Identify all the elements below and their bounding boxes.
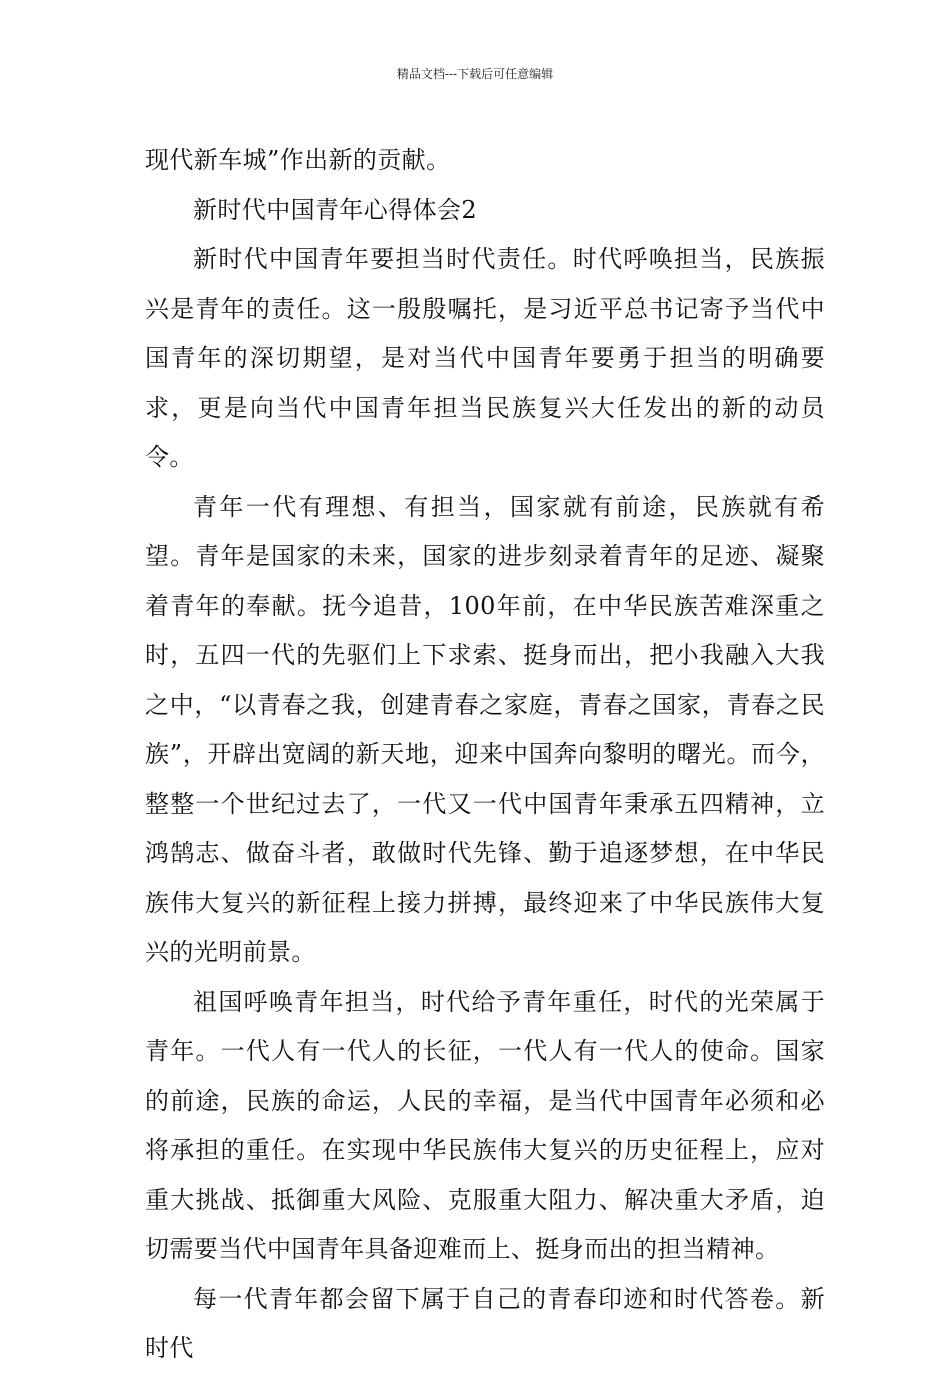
paragraph: 祖国呼唤青年担当，时代给予青年重任，时代的光荣属于青年。一代人有一代人的长征，一代人有一代人的使命。国家的前途，民族的命运，人民的幸福，是当代中国青年必须和必将承担的重任。在实现中华民族伟大复兴的历史征程上，应对重大挑战、抵御重大风险、克服重大阻力、解决重大矛盾，迫切需要当代中国青年具备迎难而上、挺身而出的担当精神。 bbox=[145, 987, 825, 1263]
page-header: 精品文档---下载后可任意编辑 bbox=[396, 67, 554, 81]
paragraph-continuation: 现代新车城”作出新的贡献。 bbox=[145, 146, 451, 174]
section-heading: 新时代中国青年心得体会2 bbox=[193, 195, 478, 224]
document-body bbox=[145, 136, 825, 1374]
paragraph: 青年一代有理想、有担当，国家就有前途，民族就有希望。青年是国家的未来，国家的进步刻录着青年的足迹、凝聚着青年的奉献。抚今追昔，100年前，在中华民族苦难深重之时，五四一代的先驱们上下求索、挺身而出，把小我融入大我之中，“以青春之我，创建青春之家庭，青春之国家，青春之民族”，开辟出宽阔的新天地，迎来中国奔向黎明的曙光。而今，整整一个世纪过去了，一代又一代中国青年秉承五四精神，立鸿鹄志、做奋斗者，敢做时代先锋、勤于追逐梦想，在中华民族伟大复兴的新征程上接力拼搏，最终迎来了中华民族伟大复兴的光明前景。 bbox=[145, 492, 825, 966]
paragraph: 新时代中国青年要担当时代责任。时代呼唤担当，民族振兴是青年的责任。这一殷殷嘱托，是习近平总书记寄予当代中国青年的深切期望，是对当代中国青年要勇于担当的明确要求，更是向当代中国青年担当民族复兴大任发出的新的动员令。 bbox=[145, 245, 825, 471]
paragraph: 每一代青年都会留下属于自己的青春印迹和时代答卷。新时代 bbox=[145, 1284, 825, 1362]
